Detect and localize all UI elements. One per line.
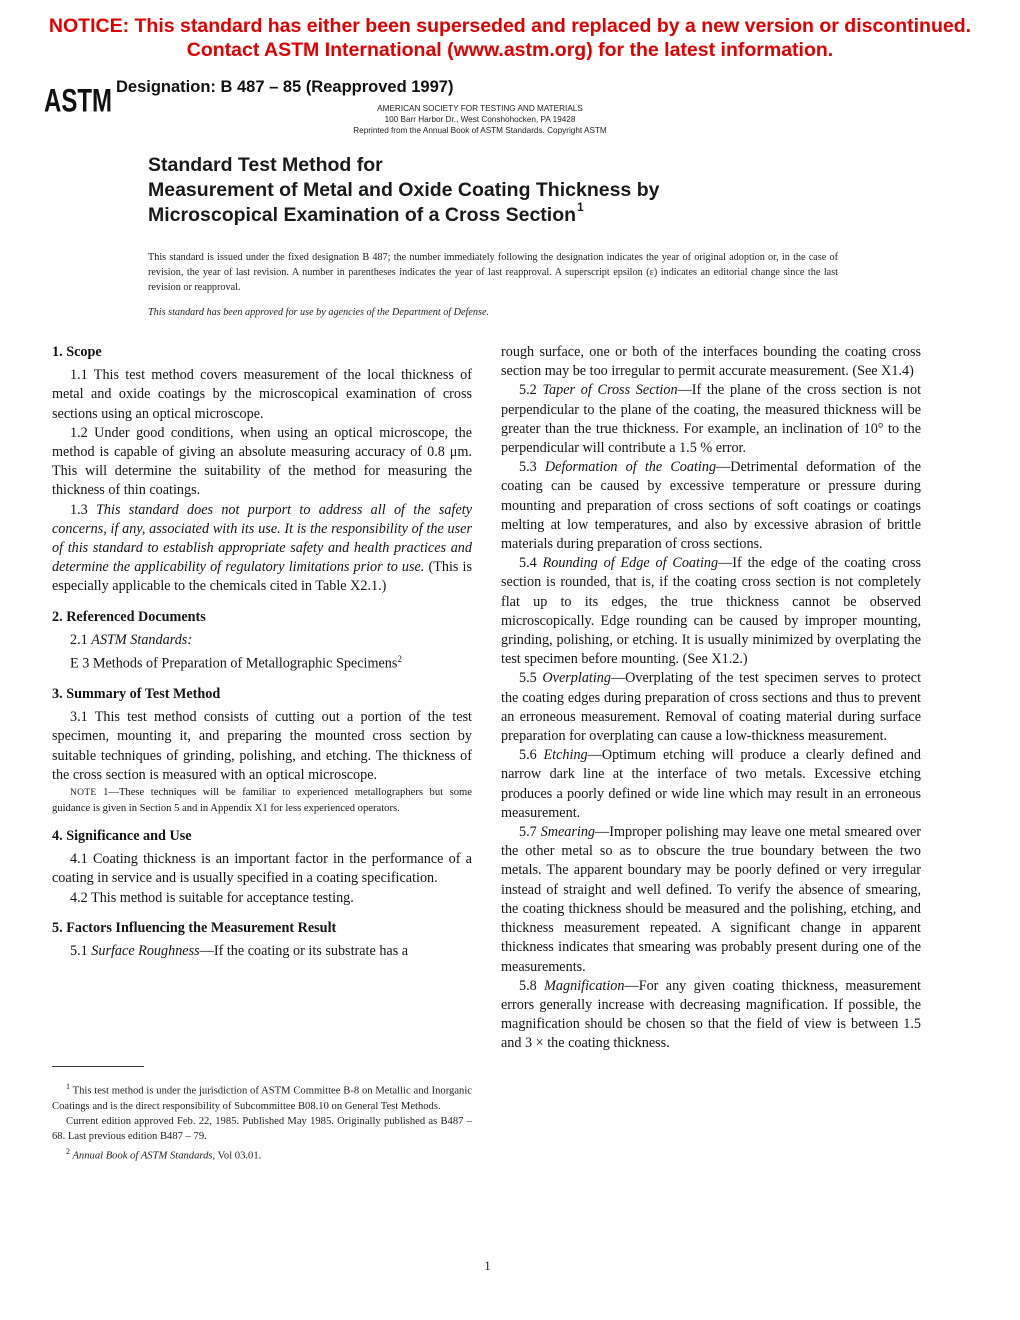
issued-statement: This standard is issued under the fixed designation B 487; the number immediately following the designation indicates the year of original adoption or, in the case of revision, the year of last revision. A number in parentheses indicates the year of last reapproval. A superscript epsilon (ε) indicates an editorial change since the last revision or reapproval. [148, 252, 838, 293]
section-heading: 3. Summary of Test Method [52, 685, 221, 702]
paragraph-5-3: 5.3 Deformation of the Coating—Detrimental deformation of the coating can be caused by excessive temperature or pressure during mounting and preparation of cross sections of soft coatings or coatings melting at low temperatures, and also by excessive abrasion of brittle materials during preparation of cross sections. [501, 459, 922, 553]
document-title [148, 153, 868, 228]
notice-line-2: Contact ASTM International (www.astm.org) for the latest information. [186, 39, 834, 61]
paragraph-5-6: 5.6 Etching—Optimum etching will produce a clearly defined and narrow dark line at the interface of two metals. Excessive etching produces a poorly defined or wide line which may result in an erroneous measurement. [501, 747, 922, 821]
paragraph-1-3: 1.3 This standard does not purport to address all of the safety concerns, if any, associated with its use. It is the responsibility of the user of this standard to establish appropriate safety and health practices and determine the applicability of regulatory limitations prior to use. (This is especially applicable to the chemicals cited in Table X2.1.) [52, 501, 472, 595]
section-heading: 4. Significance and Use [52, 828, 192, 844]
page-number: 1 [484, 1258, 491, 1273]
dod-approval: This standard has been approved for use by agencies of the Department of Defense. [148, 307, 490, 318]
section-heading: 5. Factors Influencing the Measurement Result [52, 919, 337, 936]
paragraph-5-8: 5.8 Magnification—For any given coating thickness, measurement errors generally increase with decreasing magnification. If possible, the magnification should be chosen so that the field of view is between 1.5 and 3 × the coating thickness. [501, 977, 921, 1052]
designation: Designation: B 487 – 85 (Reapproved 1997) [116, 78, 454, 96]
note-1: NOTE 1—These techniques will be familiar to experienced metallographers but some guidance is given in Section 5 and in Appendix X1 for less experienced operators. [52, 787, 472, 814]
paragraph-4-2: 4.2 This method is suitable for acceptance testing. [70, 889, 354, 906]
publisher-line: 100 Barr Harbor Dr., West Conshohocken, PA 19428 [384, 115, 576, 124]
section-heading: 2. Referenced Documents [52, 608, 206, 625]
footnote-divider [52, 1066, 144, 1067]
footnote-1b: Current edition approved Feb. 22, 1985. Published May 1985. Originally published as B487 – 68. Last previous edition B487 – 79. [52, 1115, 472, 1142]
paragraph-5-1-continued: rough surface, one or both of the interfaces bounding the coating cross section may be too irregular to permit accurate measurement. (See X1.4) [501, 344, 921, 380]
reference-e3: E 3 Methods of Preparation of Metallographic Specimens$^2$ [70, 654, 402, 672]
paragraph-5-4: 5.4 Rounding of Edge of Coating—If the edge of the coating cross section is rounded, that is, if the coating cross section is not completely flat up to its edges, the true thickness cannot be observed microscopically. Edge rounding can be caused by improper mounting, grinding, polishing, or etching. It is usually minimized by overplating the test specimen before mounting. (See X1.2.) [501, 555, 922, 668]
notice-line-1: NOTICE: This standard has either been superseded and replaced by a new version or discontinued. [48, 15, 972, 37]
publisher-line: Reprinted from the Annual Book of ASTM Standards. Copyright ASTM [353, 126, 607, 135]
astm-logo-icon [44, 78, 112, 120]
paragraph-5-5: 5.5 Overplating—Overplating of the test specimen serves to protect the coating edges during preparation of cross sections and thus to prevent an erroneous measurement. Removal of coating material during surface preparation for overplating can cause a low-thickness measurement. [501, 670, 922, 745]
paragraph-1-1: 1.1 This test method covers measurement of the local thickness of metal and oxide coatings by the microscopical examination of cross sections using an optical microscope. [52, 367, 472, 422]
title-line: Measurement of Metal and Oxide Coating Thickness by [148, 179, 660, 201]
footnotes [52, 1079, 472, 1163]
title-line: Microscopical Examination of a Cross Section$^1$ [148, 200, 584, 226]
title-footnote-mark: 1 [577, 200, 584, 214]
footnote-2: $^2$ Annual Book of ASTM Standards, Vol 03.01. [66, 1146, 262, 1162]
paragraph-5-2: 5.2 Taper of Cross Section—If the plane of the cross section is not perpendicular to the plane of the coating, the measured thickness will be greater than the true thickness. For example, an inclination of 10° to the perpendicular will contribute a 1.5 % error. [501, 382, 922, 457]
footnote-1: $^1$ This test method is under the jurisdiction of ASTM Committee B-8 on Metallic and Inorganic Coatings and is the direct responsibility of Subcommittee B08.10 on General Test Methods. [52, 1082, 472, 1112]
paragraph-5-1: 5.1 Surface Roughness—If the coating or its substrate has a [70, 943, 409, 960]
left-column [52, 343, 472, 961]
paragraph-2-1: 2.1 ASTM Standards: [70, 631, 193, 648]
title-line: Standard Test Method for [148, 154, 383, 176]
section-heading: 1. Scope [52, 344, 102, 360]
paragraph-1-2: 1.2 Under good conditions, when using an optical microscope, the method is capable of giving an absolute measuring accuracy of 0.8 μm. This will determine the suitability of the method for measuring the thickness of thin coatings. [52, 424, 472, 499]
publisher-line: AMERICAN SOCIETY FOR TESTING AND MATERIALS [377, 104, 583, 113]
paragraph-5-7: 5.7 Smearing—Improper polishing may leave one metal smeared over the other metal so as to obscure the true boundary between the two metals. The apparent boundary may be poorly defined or very irregular instead of straight and well defined. To verify the absence of smearing, the coating thickness should be measured and the polishing, etching, and thickness measurement repeated. A significant change in apparent thickness indicates that smearing was probably present during one of the measurements. [501, 824, 921, 975]
astm-logo-text: ASTM [44, 83, 112, 120]
publisher-block [330, 103, 630, 136]
paragraph-3-1: 3.1 This test method consists of cutting out a portion of the test specimen, mounting it, and preparing the mounted cross section by suitable techniques of grinding, polishing, and etching. The thickness of the cross section is measured with an optical microscope. [52, 709, 472, 783]
right-column [501, 343, 921, 1054]
paragraph-4-1: 4.1 Coating thickness is an important factor in the performance of a coating in service and is usually specified in a coating specification. [52, 851, 472, 887]
